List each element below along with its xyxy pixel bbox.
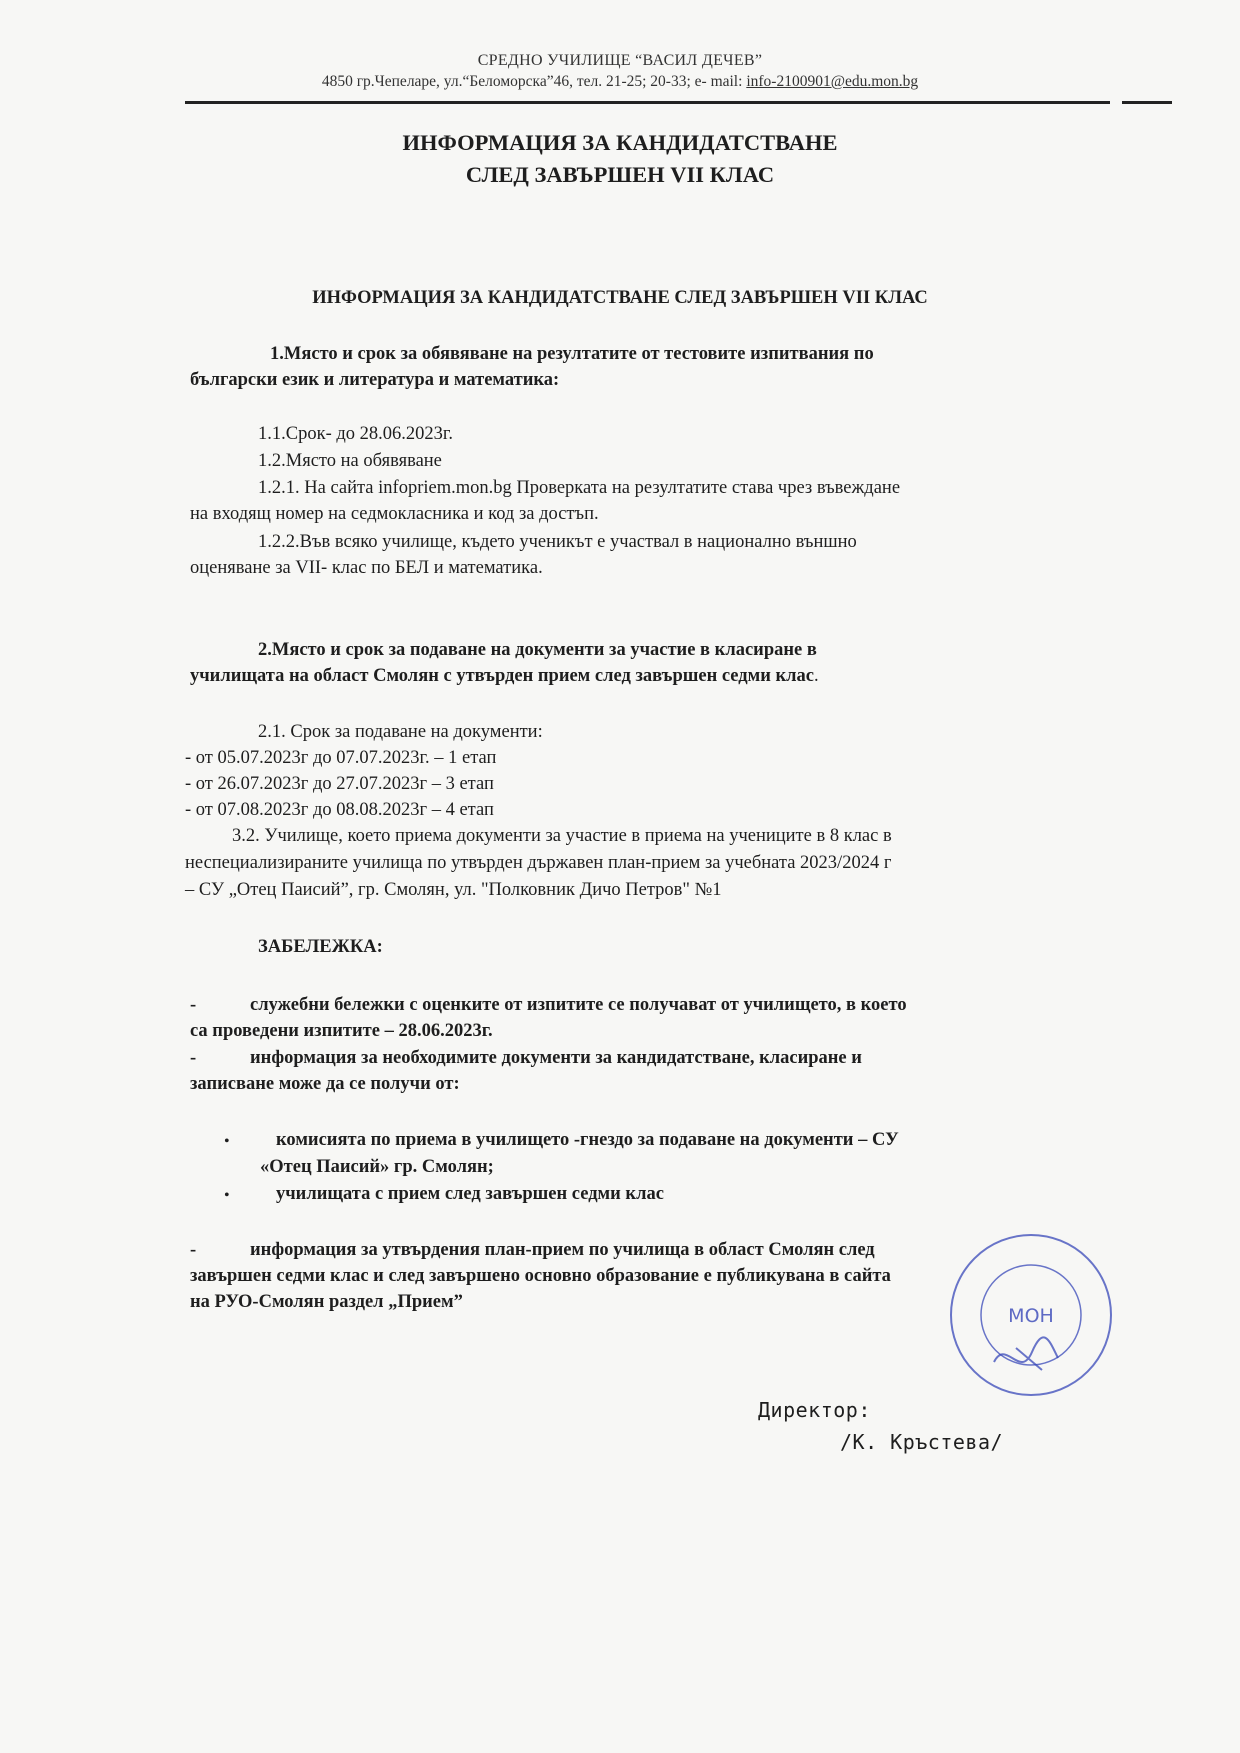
note-dash: -: [190, 1048, 197, 1068]
page-title-line2: СЛЕД ЗАВЪРШЕН VII КЛАС: [465, 162, 775, 187]
section-subtitle: ИНФОРМАЦИЯ ЗА КАНДИДАТСТВАНЕ СЛЕД ЗАВЪРШЕН VII КЛАС: [312, 288, 928, 308]
bullet-icon: •: [224, 1187, 230, 1204]
school-address: [0, 73, 1240, 91]
s2-heading-end: .: [814, 666, 819, 686]
s2-p1: 2.1. Срок за подаване на документи:: [258, 722, 543, 742]
official-stamp: [946, 1230, 1116, 1400]
note-item3-l2: завършен седми клас и след завършено основно образование е публикувана в сайта: [190, 1266, 891, 1286]
s1-p3-l1: 1.2.1. На сайта infopriem.mon.bg Проверката на резултатите става чрез въвеждане: [258, 478, 901, 498]
note-item1-l2: са проведени изпитите – 28.06.2023г.: [190, 1021, 493, 1041]
s2-heading-l2-wrap: [190, 666, 819, 687]
school-name: СРЕДНО УЧИЛИЩЕ “ВАСИЛ ДЕЧЕВ”: [477, 52, 763, 69]
s1-p2: 1.2.Място на обявяване: [258, 451, 442, 471]
s1-p1: 1.1.Срок- до 28.06.2023г.: [258, 424, 454, 444]
note-bullet1-l1: комисията по приема в училището -гнездо за подаване на документи – СУ: [276, 1130, 899, 1150]
note-item1-l1: служебни бележки с оценките от изпитите се получават от училището, в което: [250, 995, 907, 1015]
stage-item: - от 07.08.2023г до 08.08.2023г – 4 етап: [185, 800, 494, 820]
s2-p2-l3: – СУ „Отец Паисий”, гр. Смолян, ул. "Полковник Дичо Петров" №1: [185, 880, 722, 900]
s1-heading-l1: 1.Място и срок за обявяване на резултатите от тестовите изпитвания по: [270, 344, 874, 364]
note-item2-l2: записване може да се получи от:: [190, 1074, 460, 1094]
signature-name: /К. Кръстева/: [840, 1430, 1004, 1454]
s1-p4-l2: оценяване за VII- клас по БЕЛ и математика.: [190, 558, 543, 578]
note-bullet1-l2: «Отец Паисий» гр. Смолян;: [260, 1157, 494, 1177]
address-text: 4850 гр.Чепеларе, ул.“Беломорска”46, тел. 21-25; 20-33; e- mail:: [321, 73, 747, 90]
note-item2-l1: информация за необходимите документи за кандидатстване, класиране и: [250, 1048, 862, 1068]
email-link[interactable]: info-2100901@edu.mon.bg: [746, 73, 919, 90]
s1-heading-l2: български език и литература и математика:: [190, 370, 560, 390]
s2-p2-l1: 3.2. Училище, което приема документи за участие в приема на учениците в 8 клас в: [232, 826, 892, 846]
stage-item: - от 05.07.2023г до 07.07.2023г. – 1 етап: [185, 748, 497, 768]
stage-item: - от 26.07.2023г до 27.07.2023г – 3 етап: [185, 774, 494, 794]
s1-p3-l2: на входящ номер на седмокласника и код за достъп.: [190, 504, 599, 524]
page-title-line1: ИНФОРМАЦИЯ ЗА КАНДИДАТСТВАНЕ: [402, 130, 838, 155]
s2-heading-l1: 2.Място и срок за подаване на документи за участие в класиране в: [258, 640, 817, 660]
signature-role: Директор:: [758, 1398, 871, 1422]
note-heading: ЗАБЕЛЕЖКА:: [258, 937, 383, 957]
s2-heading-l2: училищата на област Смолян с утвърден прием след завършен седми клас: [190, 666, 815, 686]
note-bullet2: училищата с прием след завършен седми клас: [276, 1184, 664, 1204]
note-dash: -: [190, 1240, 197, 1260]
stamp-center-text: МОН: [1008, 1305, 1054, 1327]
s1-p4-l1: 1.2.2.Във всяко училище, където ученикът е участвал в национално външно: [258, 532, 857, 552]
note-item3-l1: информация за утвърдения план-прием по училища в област Смолян след: [250, 1240, 875, 1260]
note-dash: -: [190, 995, 197, 1015]
s2-p2-l2: неспециализираните училища по утвърден държавен план-прием за учебната 2023/2024 г: [185, 853, 892, 873]
note-item3-l3: на РУО-Смолян раздел „Прием”: [190, 1292, 463, 1312]
bullet-icon: •: [224, 1133, 230, 1150]
header-divider-short: [1122, 101, 1172, 104]
header-divider: [185, 101, 1110, 104]
